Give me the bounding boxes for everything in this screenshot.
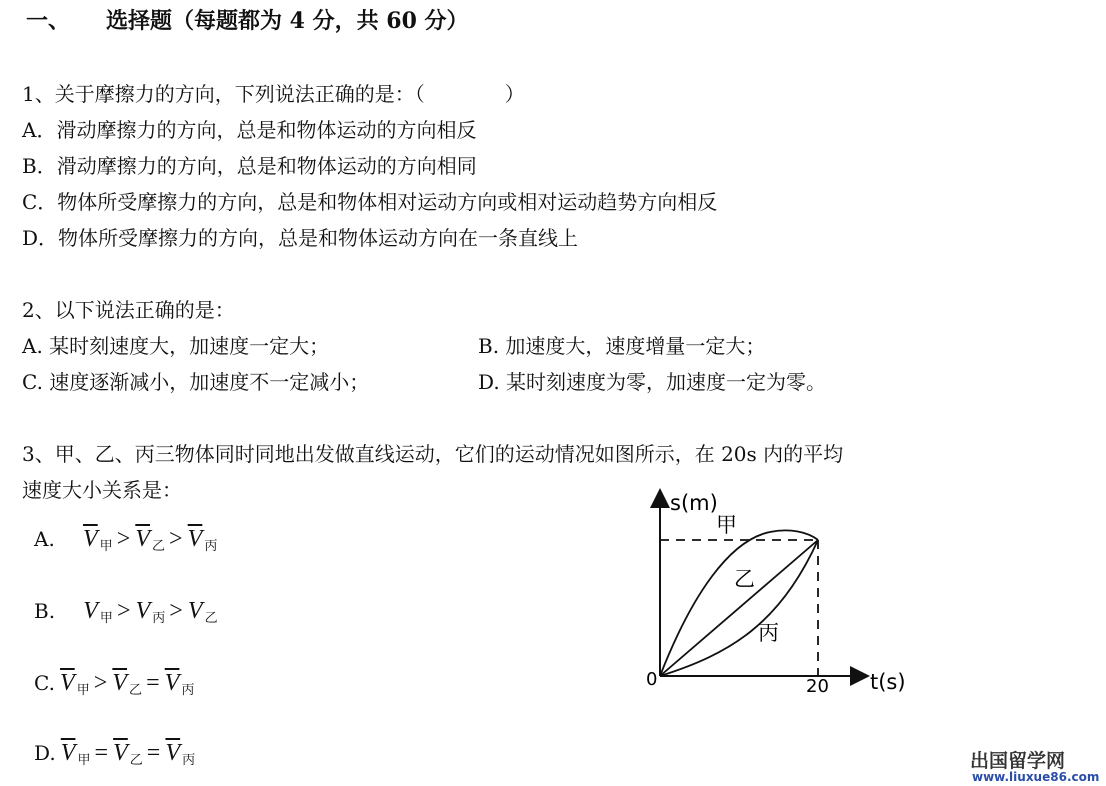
- series-label-jia: 甲: [716, 513, 737, 537]
- series-yi-line: [660, 540, 818, 676]
- q3-stem-line1: 3、甲、乙、丙三物体同时同地出发做直线运动，它们的运动情况如图所示，在 20s 内的平均: [22, 442, 844, 466]
- q3-option-c-v2: $\overline{V}$: [112, 670, 128, 696]
- q2-option-a: A. 某时刻速度大，加速度一定大；: [22, 334, 330, 358]
- q2-option-d: D. 某时刻速度为零，加速度一定为零。: [478, 370, 827, 394]
- origin-label: 0: [646, 669, 658, 690]
- q3-option-b-sub3: 乙: [204, 611, 218, 626]
- q3-option-b-sub1: 甲: [99, 611, 113, 626]
- series-label-bing: 丙: [758, 621, 779, 645]
- q3-option-d-sub3: 丙: [182, 753, 196, 768]
- q3-option-d: [34, 740, 199, 767]
- q3-option-d-op1: =: [94, 740, 109, 766]
- q3-option-c-op1: >: [93, 670, 108, 696]
- q3-option-b-letter: B.: [34, 599, 56, 623]
- watermark-url: www.liuxue86.com: [972, 770, 1100, 784]
- q3-option-c-sub1: 甲: [76, 683, 90, 698]
- st-graph: [630, 484, 920, 704]
- q1-option-a: A．滑动摩擦力的方向，总是和物体运动的方向相反: [22, 118, 477, 142]
- q3-option-b-v2: V: [135, 598, 151, 624]
- q3-option-d-sub2: 乙: [129, 753, 143, 768]
- q3-option-a-sub3: 丙: [204, 539, 218, 554]
- q3-option-c-op2: =: [146, 670, 160, 696]
- q3-option-b-op2: >: [169, 598, 183, 624]
- q1-option-c: C．物体所受摩擦力的方向，总是和物体相对运动方向或相对运动趋势方向相反: [22, 190, 718, 214]
- q2-option-c: C. 速度逐渐减小，加速度不一定减小；: [22, 370, 370, 394]
- x-tick-label-20: 20: [806, 676, 829, 697]
- q3-option-b-op1: >: [116, 598, 131, 624]
- q3-option-c-sub2: 乙: [129, 683, 143, 698]
- q3-option-d-v2: $\overline{V}$: [113, 740, 128, 766]
- q3-option-a-sub2: 乙: [152, 539, 166, 554]
- q3-option-c-letter: C.: [34, 671, 55, 695]
- y-axis-label: s(m): [670, 491, 718, 515]
- q3-option-a-letter: A.: [34, 527, 55, 551]
- series-label-yi: 乙: [734, 567, 755, 591]
- q3-option-c-v3: $\overline{V}$: [164, 670, 180, 696]
- q3-option-a-op2: >: [169, 526, 183, 552]
- q3-option-d-sub1: 甲: [77, 753, 91, 768]
- q1-option-b: B．滑动摩擦力的方向，总是和物体运动的方向相同: [22, 154, 477, 178]
- q3-option-a-sub1: 甲: [99, 539, 113, 554]
- series-jia-curve: [660, 530, 818, 676]
- x-axis-label: t(s): [870, 670, 906, 694]
- q3-option-c-sub3: 丙: [181, 683, 195, 698]
- q1-stem: 1、关于摩擦力的方向，下列说法正确的是：（ ）: [22, 82, 525, 106]
- q3-option-a-op1: >: [116, 526, 131, 552]
- q2-stem: 2、以下说法正确的是：: [22, 298, 235, 322]
- q3-option-a-v3: $\overline{V}$: [187, 526, 203, 552]
- section-number: 一、: [26, 8, 71, 34]
- q3-option-a: [34, 526, 221, 553]
- q3-option-d-letter: D.: [34, 741, 56, 765]
- q3-option-b-v1: V: [83, 598, 98, 624]
- watermark-title: 出国留学网: [970, 750, 1066, 772]
- q3-option-c-v1: $\overline{V}$: [60, 670, 75, 696]
- q3-option-c: [34, 670, 198, 697]
- q3-option-b-v3: V: [187, 598, 203, 624]
- q3-option-d-v3: $\overline{V}$: [165, 740, 181, 766]
- q1-option-d: D．物体所受摩擦力的方向，总是和物体运动方向在一条直线上: [22, 226, 579, 250]
- q3-option-b-sub2: 丙: [152, 611, 166, 626]
- q3-option-a-v1: $\overline{V}$: [83, 526, 98, 552]
- q3-stem-line2: 速度大小关系是：: [22, 478, 182, 502]
- section-title: 选择题（每题都为 4 分，共 60 分）: [106, 8, 469, 34]
- q3-option-b: [34, 598, 222, 625]
- q3-option-a-v2: $\overline{V}$: [135, 526, 150, 552]
- q2-option-b: B. 加速度大，速度增量一定大；: [478, 334, 766, 358]
- q3-option-d-v1: $\overline{V}$: [60, 740, 76, 766]
- q3-option-d-op2: =: [146, 740, 161, 766]
